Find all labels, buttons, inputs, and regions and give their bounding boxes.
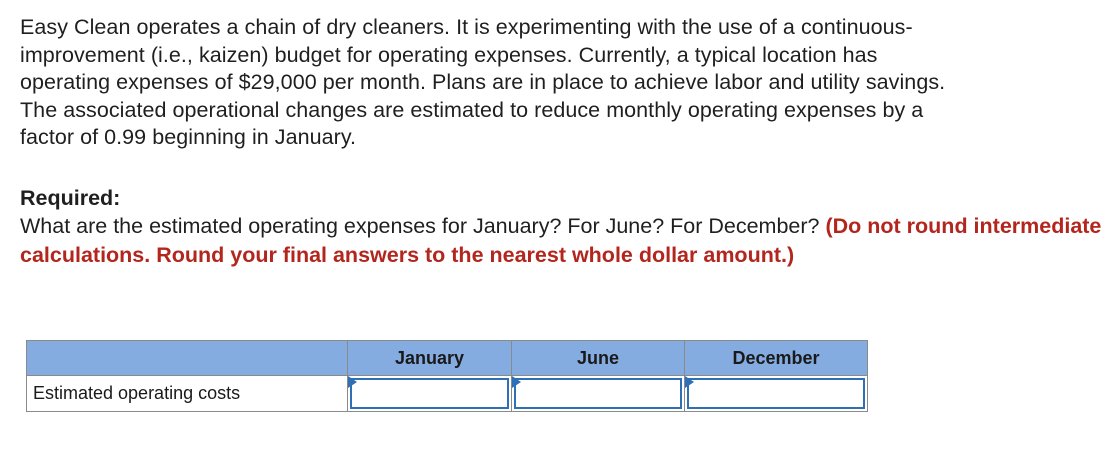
input-marker-icon [512, 376, 521, 388]
question [20, 212, 1110, 269]
input-marker-icon [685, 376, 694, 388]
row-label-estimated-operating-costs: Estimated operating costs [27, 376, 348, 412]
header-june: June [512, 341, 685, 376]
header-january: January [348, 341, 512, 376]
january-answer-input[interactable] [350, 378, 509, 409]
problem-content [20, 14, 1110, 269]
rounding-instruction: (Do not round intermediate calculations. Round your final answers to the nearest whole dollar amount.) [20, 214, 1102, 267]
cell-june [512, 376, 685, 412]
problem-intro [20, 14, 1110, 152]
table-row [27, 376, 868, 412]
december-answer-input[interactable] [687, 378, 865, 409]
intro-line-1: Easy Clean operates a chain of dry cleaners. It is experimenting with the use of a continuous- [20, 15, 913, 39]
cell-december [685, 376, 868, 412]
june-answer-input[interactable] [514, 378, 682, 409]
intro-line-3: operating expenses of $29,000 per month. Plans are in place to achieve labor and utility savings. [20, 70, 946, 94]
answer-table [26, 340, 868, 412]
question-text: What are the estimated operating expenses for January? For June? For December? [20, 214, 820, 238]
cell-january [348, 376, 512, 412]
intro-line-2: improvement (i.e., kaizen) budget for operating expenses. Currently, a typical location has [20, 42, 878, 67]
header-blank-cell [27, 341, 348, 376]
table-header-row [27, 341, 868, 376]
required-heading: Required: [20, 185, 121, 210]
input-marker-icon [348, 376, 357, 388]
intro-line-5: factor of 0.99 beginning in January. [20, 125, 357, 149]
intro-line-4: The associated operational changes are estimated to reduce monthly operating expenses by a [20, 97, 924, 122]
header-december: December [685, 341, 868, 376]
